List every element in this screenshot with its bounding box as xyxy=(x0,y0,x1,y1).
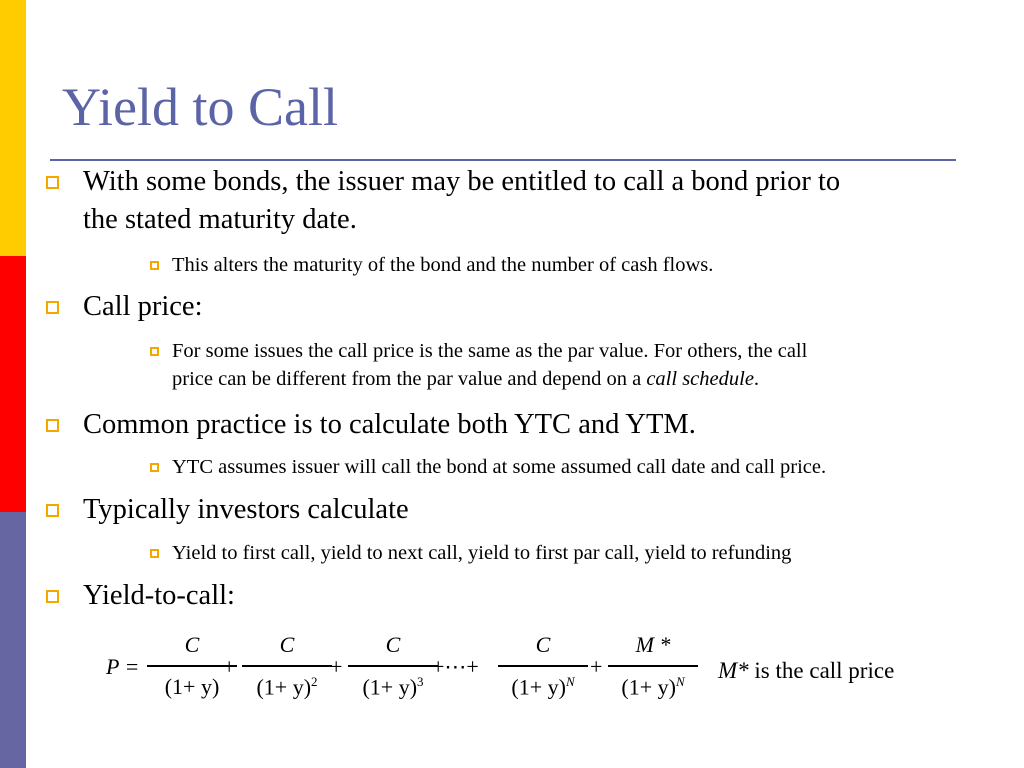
denominator-text: (1+ y) xyxy=(511,674,566,700)
bullet-square-icon xyxy=(46,176,59,189)
sub-bullet-text-part: price can be different from the par value and depend on a xyxy=(172,368,647,390)
exponent: N xyxy=(565,674,575,689)
note-text: is the call price xyxy=(748,658,895,683)
exponent: 2 xyxy=(311,674,318,689)
bullet-square-icon xyxy=(150,463,159,472)
sub-bullet-text: Yield to first call, yield to next call, yield to first par call, yield to refunding xyxy=(172,542,792,564)
bullet-square-icon xyxy=(46,504,59,517)
yellow-band xyxy=(0,0,26,256)
sub-bullet-text: YTC assumes issuer will call the bond at some assumed call date and call price. xyxy=(172,456,827,478)
note-variable: M* xyxy=(718,658,749,683)
sub-bullet-text: For some issues the call price is the same as the par value. For others, the call xyxy=(172,340,808,362)
ellipsis-plus: +⋯+ xyxy=(432,654,479,679)
purple-band xyxy=(0,512,26,768)
denominator-text: (1+ y) xyxy=(256,674,312,700)
sidebar-color-bands xyxy=(0,0,26,768)
bullet-square-icon xyxy=(46,301,59,314)
emphasis-text: call schedule xyxy=(646,368,754,390)
denominator xyxy=(608,674,698,700)
bullet-text: Common practice is to calculate both YTC and YTM. xyxy=(83,409,696,440)
bullet-square-icon xyxy=(150,261,159,270)
formula-lhs xyxy=(106,656,139,678)
numerator: C xyxy=(385,632,401,657)
exponent: N xyxy=(675,674,685,689)
fraction-bar xyxy=(348,665,438,667)
exponent: 3 xyxy=(417,674,424,689)
bullet-line: With some bonds, the issuer may be entitled to call a bond prior to xyxy=(83,166,841,197)
title-underline xyxy=(50,159,956,161)
bullet-square-icon xyxy=(150,347,159,356)
fraction-bar xyxy=(242,665,332,667)
slide-title: Yield to Call xyxy=(62,77,338,137)
bullet-square-icon xyxy=(46,590,59,603)
bullet-text xyxy=(83,163,1003,239)
denominator-text: (1+ y) xyxy=(164,674,220,699)
red-band xyxy=(0,256,26,512)
bullet-square-icon xyxy=(46,419,59,432)
denominator xyxy=(348,674,438,700)
plus-sign: + xyxy=(590,654,603,679)
formula-lhs-text: P = xyxy=(106,654,140,679)
bullet-line: the stated maturity date. xyxy=(83,204,357,235)
numerator: C xyxy=(535,632,551,657)
bullet-text: Yield-to-call: xyxy=(83,580,235,611)
denominator-text: (1+ y) xyxy=(621,674,676,700)
denominator-text: (1+ y) xyxy=(362,674,418,700)
numerator: C xyxy=(184,632,200,657)
bullet-text: Call price: xyxy=(83,291,203,322)
fraction-bar xyxy=(498,665,588,667)
numerator: M * xyxy=(635,632,671,657)
sub-bullet-text: This alters the maturity of the bond and the number of cash flows. xyxy=(172,254,714,276)
denominator xyxy=(242,674,332,700)
sub-bullet-continuation xyxy=(172,365,1012,393)
plus-sign: + xyxy=(223,654,236,679)
bullet-text: Typically investors calculate xyxy=(83,494,409,525)
numerator: C xyxy=(279,632,295,657)
sub-bullet-text-part: . xyxy=(753,368,760,390)
bullet-square-icon xyxy=(150,549,159,558)
plus-sign: + xyxy=(330,654,343,679)
denominator xyxy=(498,674,588,700)
fraction-bar xyxy=(608,665,698,667)
formula-note xyxy=(718,658,894,684)
